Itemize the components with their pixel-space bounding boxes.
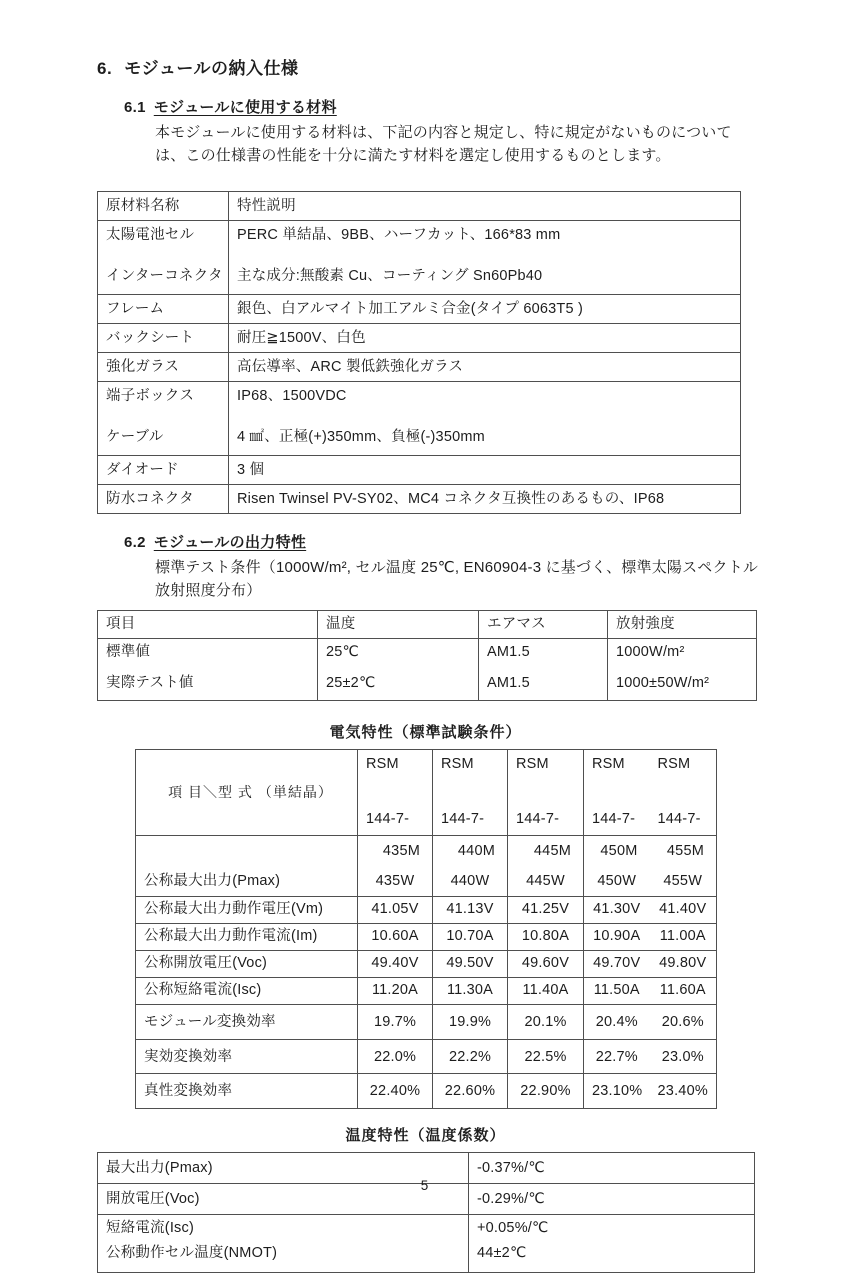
condition-label-cell: 標準値 — [98, 639, 318, 667]
condition-value-cell: 1000W/m² — [608, 639, 757, 667]
temp-label-cell: 開放電圧(Voc) — [98, 1184, 469, 1215]
table-row — [136, 1074, 717, 1109]
paragraph-line: は、この仕様書の性能を十分に満たす材料を選定し使用するものとします。 — [155, 146, 671, 164]
section-6-title: モジュールの納入仕様 — [124, 59, 299, 78]
spec-value-cell: 22.40% — [358, 1074, 433, 1109]
section-6-2-title: モジュールの出力特性 — [153, 534, 307, 551]
table-row — [98, 324, 741, 353]
material-name-cell: ケーブル — [98, 410, 229, 456]
header-cell: 温度 — [318, 611, 479, 639]
material-name-cell: フレーム — [98, 295, 229, 324]
section-6-heading — [97, 54, 849, 79]
model-header-cell — [584, 750, 650, 836]
model-number-cell: 450M — [584, 836, 650, 863]
spec-value-cell: 11.20A — [358, 977, 433, 1004]
spec-value-cell: 11.40A — [508, 977, 584, 1004]
section-6-1-paragraph — [155, 122, 789, 167]
table-row — [136, 1039, 717, 1074]
section-6-2-number: 6.2 — [124, 534, 146, 551]
condition-value-cell: AM1.5 — [479, 666, 608, 701]
spec-value-cell: 11.50A — [584, 977, 650, 1004]
temp-value-cell: -0.37%/℃ — [469, 1153, 755, 1184]
materials-header-name: 原材料名称 — [98, 192, 229, 221]
spec-value-cell: 20.6% — [650, 1004, 717, 1039]
spec-value-cell: 49.40V — [358, 950, 433, 977]
model-number-cell: 455M — [650, 836, 717, 863]
electrical-characteristics-table — [135, 749, 717, 1109]
material-name-cell: 防水コネクタ — [98, 485, 229, 514]
section-6-2-heading — [124, 531, 849, 552]
spec-value-cell: 445W — [508, 863, 584, 896]
model-prefix: RSM — [592, 756, 625, 772]
header-cell: エアマス — [479, 611, 608, 639]
paragraph-line: 標準テスト条件（1000W/m², セル温度 25℃, EN60904-3 に基づく、標準太陽スペクトル — [155, 559, 759, 576]
table-row — [98, 249, 741, 295]
temperature-characteristics-table — [97, 1152, 755, 1273]
spec-value-cell: 450W — [584, 863, 650, 896]
table-row — [98, 410, 741, 456]
spec-value-cell: 49.60V — [508, 950, 584, 977]
material-desc-cell: 4 ㎟、正極(+)350mm、負極(-)350mm — [229, 410, 741, 456]
table-row — [98, 221, 741, 250]
document-page — [0, 54, 849, 1261]
material-desc-cell: PERC 単結晶、9BB、ハーフカット、166*83 mm — [229, 221, 741, 250]
model-number-cell: 445M — [508, 836, 584, 863]
conditions-header-row — [98, 611, 757, 639]
spec-value-cell: 41.13V — [433, 896, 508, 923]
spec-value-cell: 23.40% — [650, 1074, 717, 1109]
spec-value-cell: 22.2% — [433, 1039, 508, 1074]
table-row — [98, 295, 741, 324]
model-prefix: RSM — [657, 756, 691, 772]
spec-value-cell: 11.00A — [650, 923, 717, 950]
model-header-cell — [650, 750, 717, 836]
table-row — [98, 1215, 755, 1240]
spec-value-cell: 11.60A — [650, 977, 717, 1004]
spec-value-cell: 23.0% — [650, 1039, 717, 1074]
spec-value-cell: 49.50V — [433, 950, 508, 977]
model-prefix: RSM — [366, 756, 399, 772]
spec-label-cell: 実効変換効率 — [136, 1039, 358, 1074]
spec-value-cell: 10.90A — [584, 923, 650, 950]
spec-label-cell: 公称短絡電流(Isc) — [136, 977, 358, 1004]
model-number-row — [136, 836, 717, 863]
temp-value-cell: +0.05%/℃ — [469, 1215, 755, 1240]
spec-value-cell: 11.30A — [433, 977, 508, 1004]
table-row — [98, 666, 757, 701]
spec-value-cell: 41.05V — [358, 896, 433, 923]
model-mid: 144-7- — [592, 811, 636, 828]
spec-value-cell: 19.7% — [358, 1004, 433, 1039]
spec-value-cell: 22.5% — [508, 1039, 584, 1074]
condition-value-cell: 25±2℃ — [318, 666, 479, 701]
spec-label-cell: 真性変換効率 — [136, 1074, 358, 1109]
temp-value-cell: 44±2℃ — [469, 1239, 755, 1273]
material-name-cell: ダイオード — [98, 456, 229, 485]
spec-value-cell: 22.90% — [508, 1074, 584, 1109]
section-6-2-paragraph — [155, 557, 789, 602]
spec-value-cell: 20.1% — [508, 1004, 584, 1039]
header-cell: 放射強度 — [608, 611, 757, 639]
table-row — [98, 1239, 755, 1273]
spec-value-cell: 440W — [433, 863, 508, 896]
test-conditions-table — [97, 610, 757, 701]
spec-value-cell: 41.25V — [508, 896, 584, 923]
material-desc-cell: 主な成分:無酸素 Cu、コーティング Sn60Pb40 — [229, 249, 741, 295]
spec-value-cell: 22.7% — [584, 1039, 650, 1074]
spec-value-cell: 455W — [650, 863, 717, 896]
model-mid: 144-7- — [366, 811, 410, 828]
model-header-cell — [433, 750, 508, 836]
spec-value-cell: 20.4% — [584, 1004, 650, 1039]
temp-label-cell: 最大出力(Pmax) — [98, 1153, 469, 1184]
condition-label-cell: 実際テスト値 — [98, 666, 318, 701]
model-number-cell: 435M — [358, 836, 433, 863]
model-mid: 144-7- — [516, 811, 560, 828]
spec-label-cell: モジュール変換効率 — [136, 1004, 358, 1039]
model-number-cell: 440M — [433, 836, 508, 863]
table-row — [98, 639, 757, 667]
spec-value-cell: 10.70A — [433, 923, 508, 950]
model-header-cell — [508, 750, 584, 836]
temp-label-cell: 公称動作セル温度(NMOT) — [98, 1239, 469, 1273]
material-name-cell: バックシート — [98, 324, 229, 353]
model-prefix: RSM — [516, 756, 549, 772]
header-cell: 項目 — [98, 611, 318, 639]
table-row — [98, 456, 741, 485]
section-6-1-title: モジュールに使用する材料 — [153, 99, 337, 116]
material-desc-cell: 高伝導率、ARC 製低鉄強化ガラス — [229, 353, 741, 382]
electrical-header-row — [136, 750, 717, 836]
spec-value-cell: 41.40V — [650, 896, 717, 923]
spec-value-cell: 19.9% — [433, 1004, 508, 1039]
material-name-cell: 端子ボックス — [98, 382, 229, 411]
material-desc-cell: Risen Twinsel PV-SY02、MC4 コネクタ互換性のあるもの、IP68 — [229, 485, 741, 514]
section-6-1-number: 6.1 — [124, 99, 146, 116]
table-row — [136, 896, 717, 923]
model-header-cell — [358, 750, 433, 836]
spec-label-cell: 公称最大出力動作電流(Im) — [136, 923, 358, 950]
corner-label-cell: 項 目＼型 式 （単結晶） — [136, 750, 358, 836]
material-name-cell: 強化ガラス — [98, 353, 229, 382]
table-row — [136, 923, 717, 950]
table-row — [136, 977, 717, 1004]
temperature-table-title: 温度特性（温度係数） — [345, 1127, 506, 1145]
table-row — [136, 1004, 717, 1039]
spec-value-cell: 49.80V — [650, 950, 717, 977]
paragraph-line: 放射照度分布） — [155, 581, 262, 599]
table-row — [98, 353, 741, 382]
material-desc-cell: IP68、1500VDC — [229, 382, 741, 411]
section-6-number: 6. — [97, 59, 113, 78]
spec-value-cell: 41.30V — [584, 896, 650, 923]
table-row — [98, 382, 741, 411]
material-name-cell: 太陽電池セル — [98, 221, 229, 250]
spec-value-cell: 10.80A — [508, 923, 584, 950]
material-name-cell: インターコネクタ — [98, 249, 229, 295]
page-number: 5 — [420, 1178, 429, 1193]
temp-label-cell: 短絡電流(Isc) — [98, 1215, 469, 1240]
material-desc-cell: 銀色、白アルマイト加工アルミ合金(タイプ 6063T5 ) — [229, 295, 741, 324]
model-mid: 144-7- — [657, 811, 701, 828]
spec-value-cell: 22.0% — [358, 1039, 433, 1074]
spec-value-cell: 49.70V — [584, 950, 650, 977]
empty-cell — [136, 836, 358, 863]
spec-label-cell: 公称最大出力(Pmax) — [136, 863, 358, 896]
materials-header-desc: 特性説明 — [229, 192, 741, 221]
section-6-1-heading — [124, 96, 849, 117]
spec-label-cell: 公称最大出力動作電圧(Vm) — [136, 896, 358, 923]
paragraph-line: 本モジュールに使用する材料は、下記の内容と規定し、特に規定がないものについて — [155, 124, 732, 141]
model-prefix: RSM — [441, 756, 474, 772]
materials-header-row — [98, 192, 741, 221]
material-desc-cell: 耐圧≧1500V、白色 — [229, 324, 741, 353]
model-mid: 144-7- — [441, 811, 485, 828]
spec-label-cell: 公称開放電圧(Voc) — [136, 950, 358, 977]
table-row — [136, 863, 717, 896]
materials-table — [97, 191, 741, 514]
electrical-table-title: 電気特性（標準試験条件） — [329, 724, 522, 741]
spec-value-cell: 23.10% — [584, 1074, 650, 1109]
condition-value-cell: 25℃ — [318, 639, 479, 667]
condition-value-cell: 1000±50W/m² — [608, 666, 757, 701]
temp-value-cell: -0.29%/℃ — [469, 1184, 755, 1215]
spec-value-cell: 435W — [358, 863, 433, 896]
material-desc-cell: 3 個 — [229, 456, 741, 485]
spec-value-cell: 22.60% — [433, 1074, 508, 1109]
table-row — [98, 485, 741, 514]
table-row — [136, 950, 717, 977]
condition-value-cell: AM1.5 — [479, 639, 608, 667]
spec-value-cell: 10.60A — [358, 923, 433, 950]
